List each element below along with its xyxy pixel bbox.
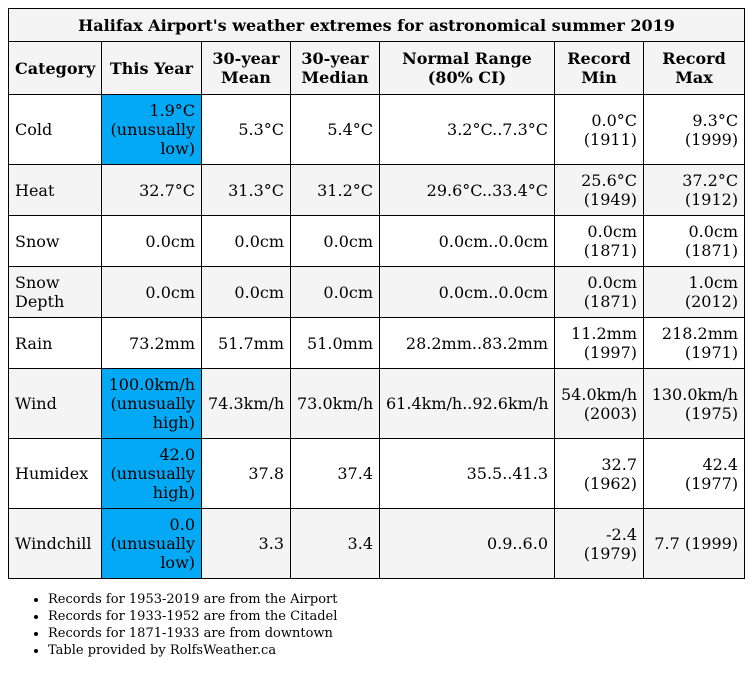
record-max-cell: 1.0cm (2012) xyxy=(644,267,745,318)
record-max-cell: 218.2mm (1971) xyxy=(644,318,745,369)
normal-range-cell: 61.4km/h..92.6km/h xyxy=(380,369,555,439)
column-header-normal-range: Normal Range (80% CI) xyxy=(380,42,555,95)
this-year-cell: 0.0cm xyxy=(102,216,202,267)
record-max-cell: 130.0km/h (1975) xyxy=(644,369,745,439)
category-cell: Wind xyxy=(9,369,102,439)
record-min-cell: -2.4 (1979) xyxy=(555,509,644,579)
category-cell: Windchill xyxy=(9,509,102,579)
record-min-cell: 11.2mm (1997) xyxy=(555,318,644,369)
mean-cell: 51.7mm xyxy=(202,318,291,369)
mean-cell: 0.0cm xyxy=(202,267,291,318)
table-row xyxy=(9,165,745,216)
record-max-cell: 7.7 (1999) xyxy=(644,509,745,579)
normal-range-cell: 0.0cm..0.0cm xyxy=(380,267,555,318)
category-cell: Cold xyxy=(9,95,102,165)
mean-cell: 31.3°C xyxy=(202,165,291,216)
median-cell: 0.0cm xyxy=(291,267,380,318)
mean-cell: 74.3km/h xyxy=(202,369,291,439)
normal-range-cell: 28.2mm..83.2mm xyxy=(380,318,555,369)
normal-range-cell: 3.2°C..7.3°C xyxy=(380,95,555,165)
this-year-cell: 1.9°C (unusually low) xyxy=(102,95,202,165)
median-cell: 5.4°C xyxy=(291,95,380,165)
category-cell: Snow Depth xyxy=(9,267,102,318)
this-year-cell: 73.2mm xyxy=(102,318,202,369)
mean-cell: 0.0cm xyxy=(202,216,291,267)
column-header-median: 30-year Median xyxy=(291,42,380,95)
column-header-category: Category xyxy=(9,42,102,95)
record-min-cell: 25.6°C (1949) xyxy=(555,165,644,216)
normal-range-cell: 0.0cm..0.0cm xyxy=(380,216,555,267)
median-cell: 73.0km/h xyxy=(291,369,380,439)
median-cell: 0.0cm xyxy=(291,216,380,267)
record-max-cell: 0.0cm (1871) xyxy=(644,216,745,267)
category-cell: Rain xyxy=(9,318,102,369)
table-title: Halifax Airport's weather extremes for astronomical summer 2019 xyxy=(9,9,745,42)
this-year-cell: 42.0 (unusually high) xyxy=(102,439,202,509)
record-max-cell: 37.2°C (1912) xyxy=(644,165,745,216)
column-header-record-min: Record Min xyxy=(555,42,644,95)
category-cell: Humidex xyxy=(9,439,102,509)
footnote: • Records for 1871-1933 are from downtown xyxy=(48,625,337,642)
median-cell: 31.2°C xyxy=(291,165,380,216)
record-max-cell: 42.4 (1977) xyxy=(644,439,745,509)
table-row xyxy=(9,216,745,267)
footnote: • Records for 1933-1952 are from the Citadel xyxy=(48,608,337,625)
this-year-cell: 0.0cm xyxy=(102,267,202,318)
this-year-cell: 0.0 (unusually low) xyxy=(102,509,202,579)
record-min-cell: 54.0km/h (2003) xyxy=(555,369,644,439)
mean-cell: 3.3 xyxy=(202,509,291,579)
column-header-record-max: Record Max xyxy=(644,42,745,95)
median-cell: 37.4 xyxy=(291,439,380,509)
normal-range-cell: 35.5..41.3 xyxy=(380,439,555,509)
weather-extremes-table xyxy=(8,8,745,579)
footnote: • Records for 1953-2019 are from the Airport xyxy=(48,591,337,608)
this-year-cell: 100.0km/h (unusually high) xyxy=(102,369,202,439)
column-header-mean: 30-year Mean xyxy=(202,42,291,95)
footnote: • Table provided by RolfsWeather.ca xyxy=(48,642,337,659)
table-row xyxy=(9,267,745,318)
record-min-cell: 0.0°C (1911) xyxy=(555,95,644,165)
table-row xyxy=(9,439,745,509)
footnotes-list xyxy=(8,591,337,659)
record-min-cell: 0.0cm (1871) xyxy=(555,216,644,267)
category-cell: Heat xyxy=(9,165,102,216)
category-cell: Snow xyxy=(9,216,102,267)
table-row xyxy=(9,509,745,579)
table-row xyxy=(9,369,745,439)
normal-range-cell: 0.9..6.0 xyxy=(380,509,555,579)
median-cell: 3.4 xyxy=(291,509,380,579)
this-year-cell: 32.7°C xyxy=(102,165,202,216)
record-min-cell: 0.0cm (1871) xyxy=(555,267,644,318)
mean-cell: 37.8 xyxy=(202,439,291,509)
normal-range-cell: 29.6°C..33.4°C xyxy=(380,165,555,216)
record-max-cell: 9.3°C (1999) xyxy=(644,95,745,165)
mean-cell: 5.3°C xyxy=(202,95,291,165)
column-header-this-year: This Year xyxy=(102,42,202,95)
table-row xyxy=(9,318,745,369)
record-min-cell: 32.7 (1962) xyxy=(555,439,644,509)
table-row xyxy=(9,95,745,165)
median-cell: 51.0mm xyxy=(291,318,380,369)
